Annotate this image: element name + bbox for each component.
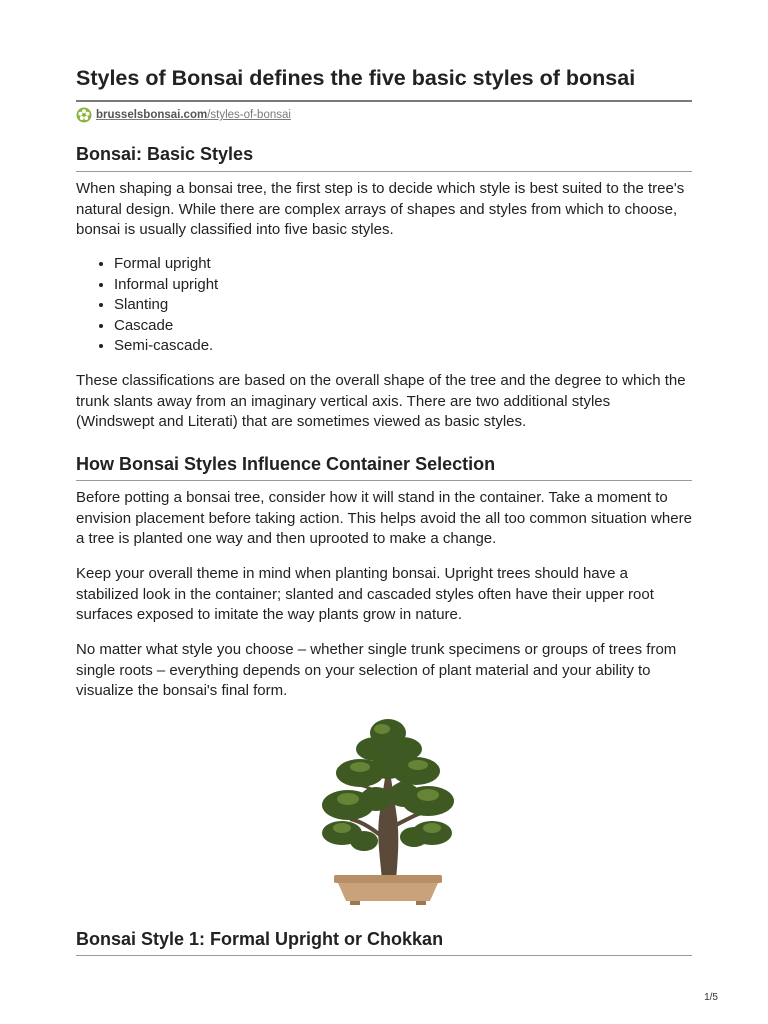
- source-path: /styles-of-bonsai: [207, 109, 291, 121]
- source-line: [76, 106, 291, 124]
- bonsai-tree-image: [320, 715, 456, 907]
- section-heading-formal-upright: Bonsai Style 1: Formal Upright or Chokkan: [76, 929, 444, 949]
- container-paragraph-2: Keep your overall theme in mind when planting bonsai. Upright trees should have a stabilized look in the container; slanted and cascaded styles often have their upper root surfaces exposed to imitate the way plants grow in nature.: [76, 565, 654, 623]
- list-item: • Informal upright: [114, 275, 692, 296]
- title-divider: [76, 100, 692, 102]
- section-divider: [76, 955, 692, 956]
- basic-styles-closing: These classifications are based on the overall shape of the tree and the degree to which the trunk slants away from an imaginary vertical axis. There are two additional styles (Windswept and Literati) that are sometimes viewed as basic styles.: [76, 372, 686, 430]
- source-domain: brusselsbonsai.com: [96, 109, 208, 121]
- source-link[interactable]: [96, 109, 291, 121]
- section-heading-basic-styles: Bonsai: Basic Styles: [76, 144, 254, 164]
- styles-list: [76, 254, 692, 357]
- container-paragraph-1: Before potting a bonsai tree, consider how it will stand in the container. Take a moment to envision placement before taking action. This helps avoid the all too common situation where a tree is planted one way and then uprooted to make a change.: [76, 489, 692, 547]
- container-paragraph-3: No matter what style you choose – whether single trunk specimens or groups of trees from single roots – everything depends on your selection of plant material and your ability to visualize the bonsai's final form.: [76, 641, 677, 699]
- basic-styles-intro: When shaping a bonsai tree, the first step is to decide which style is best suited to the tree's natural design. While there are complex arrays of shapes and styles from which to choose, bonsai is usually classified into five basic styles.: [76, 180, 685, 238]
- list-item: • Slanting: [114, 295, 692, 316]
- section-divider: [76, 480, 692, 481]
- list-item: • Formal upright: [114, 254, 692, 275]
- section-divider: [76, 171, 692, 172]
- page-number: 1/5: [704, 992, 718, 1003]
- list-item: • Semi-cascade.: [114, 336, 692, 357]
- list-item: • Cascade: [114, 316, 692, 337]
- section-heading-container-selection: How Bonsai Styles Influence Container Selection: [76, 454, 496, 474]
- document-title: Styles of Bonsai defines the five basic styles of bonsai: [76, 66, 636, 90]
- site-favicon-icon: [76, 107, 92, 123]
